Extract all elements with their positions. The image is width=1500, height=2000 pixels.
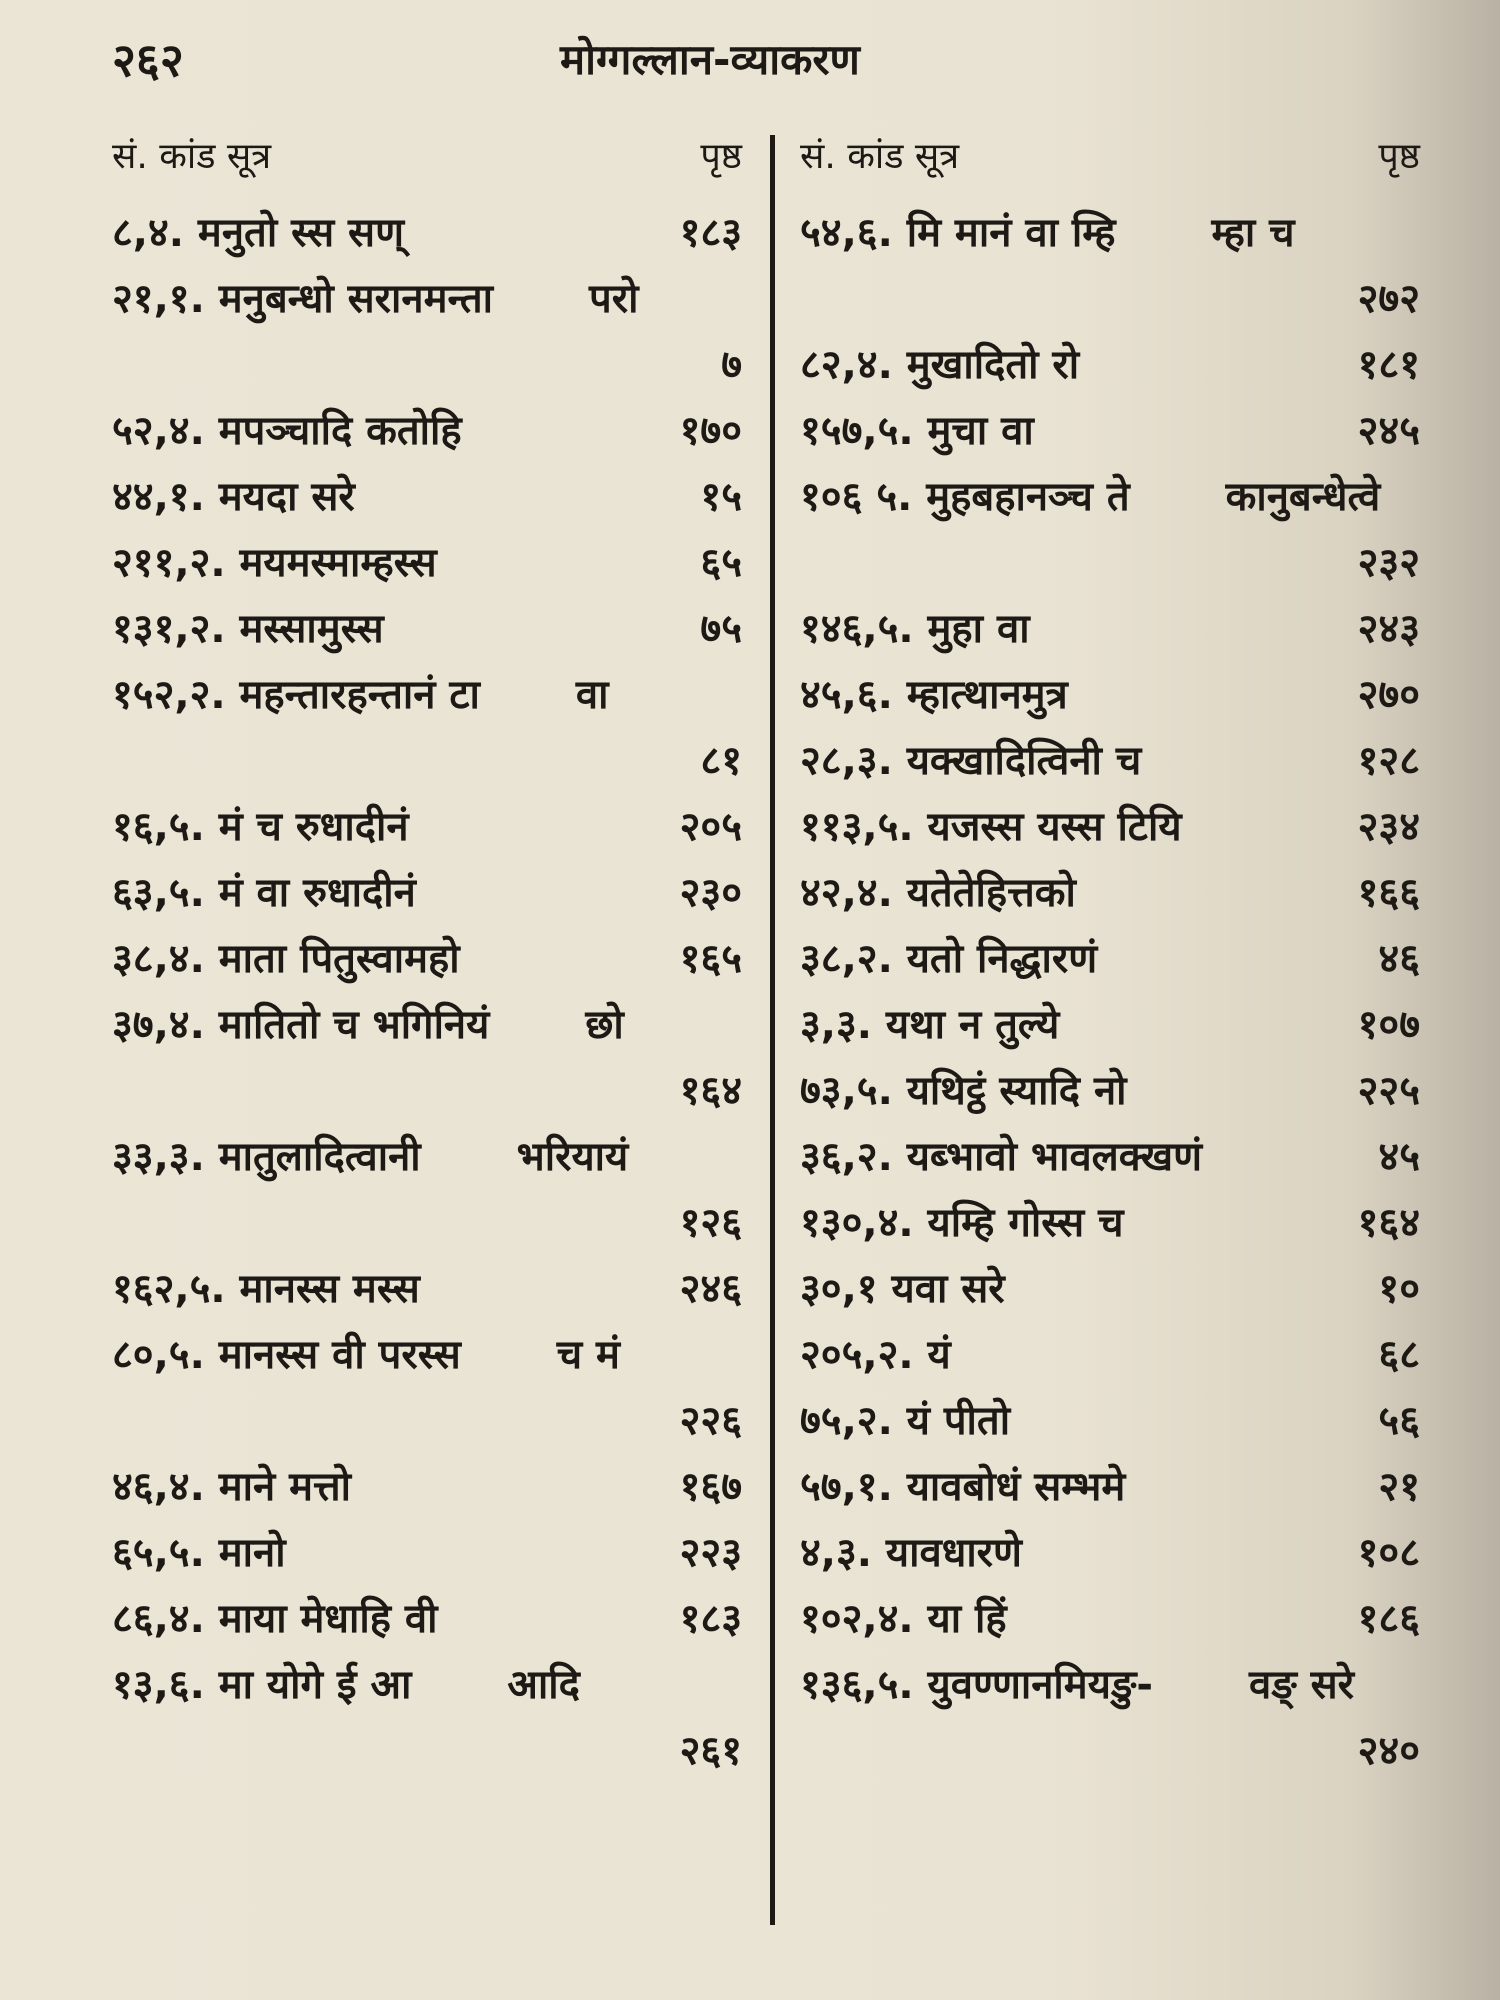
- page-reference: ७: [721, 342, 742, 388]
- column-header-label: सं. कांड सूत्र: [112, 136, 272, 177]
- index-entry: [800, 794, 1420, 860]
- page-reference: २२६: [679, 1398, 742, 1444]
- sutra-text: १५७,५. मुचा वा: [800, 408, 1034, 454]
- sutra-text: २०५,२. यं: [800, 1332, 951, 1378]
- page-reference: २२३: [679, 1530, 742, 1576]
- index-entry: [112, 1256, 742, 1322]
- page-reference: २७२: [1357, 276, 1420, 322]
- sutra-text: २१,१. मनुबन्धो सरानमन्ता: [112, 276, 494, 322]
- page-reference: १०७: [1357, 1002, 1420, 1048]
- sutra-text: १५२,२. महन्तारहन्तानं टा: [112, 672, 480, 718]
- index-entry: [800, 728, 1420, 794]
- index-entry: [800, 1652, 1420, 1784]
- page-reference: १७०: [679, 408, 742, 454]
- index-entry: [800, 1256, 1420, 1322]
- sutra-text: ५७,१. यावबोधं सम्भमे: [800, 1464, 1126, 1510]
- sutra-text-continued: छो: [585, 1002, 624, 1048]
- sutra-text: ५४,६. मि मानं वा म्हि: [800, 210, 1116, 256]
- sutra-text: ५२,४. मपञ्चादि कतोहि: [112, 408, 462, 454]
- index-column-right: [800, 130, 1420, 1784]
- sutra-text: ४२,४. यतेतेहित्तको: [800, 870, 1076, 916]
- page-reference: २६१: [679, 1728, 742, 1774]
- page-reference: १८१: [1357, 342, 1420, 388]
- index-entry: [800, 398, 1420, 464]
- page-reference: ४६: [1378, 936, 1420, 982]
- page-reference: १८६: [1357, 1596, 1420, 1642]
- page-reference: २४०: [1357, 1728, 1420, 1774]
- index-entry: [800, 1586, 1420, 1652]
- sutra-text: ३८,४. माता पितुस्वामहो: [112, 936, 460, 982]
- index-entry: [112, 398, 742, 464]
- index-entry: [112, 596, 742, 662]
- sutra-text: ४४,१. मयदा सरे: [112, 474, 355, 520]
- sutra-text: ८२,४. मुखादितो रो: [800, 342, 1080, 388]
- sutra-text: ४,३. यावधारणे: [800, 1530, 1022, 1576]
- sutra-text: ४५,६. म्हात्थानमुत्र: [800, 672, 1068, 718]
- page-reference: १०८: [1357, 1530, 1420, 1576]
- page-reference: १६६: [1357, 870, 1420, 916]
- sutra-text: १६,५. मं च रुधादीनं: [112, 804, 409, 850]
- sutra-text: १३१,२. मस्सामुस्स: [112, 606, 384, 652]
- page-reference: ७५: [700, 606, 742, 652]
- page-reference: १८३: [679, 1596, 742, 1642]
- index-entry: [800, 1454, 1420, 1520]
- page-reference: १२६: [679, 1200, 742, 1246]
- sutra-text: १०२,४. या हिं: [800, 1596, 1007, 1642]
- page-reference: ८१: [700, 738, 742, 784]
- sutra-text: ३७,४. मातितो च भगिनियं: [112, 1002, 490, 1048]
- index-entry: [112, 464, 742, 530]
- sutra-text: ३,३. यथा न तुल्ये: [800, 1002, 1060, 1048]
- page-reference: १६५: [679, 936, 742, 982]
- sutra-text: १३,६. मा योगे ई आ: [112, 1662, 412, 1708]
- index-entry: [112, 1652, 742, 1784]
- sutra-text-continued: परो: [589, 276, 639, 322]
- index-entry: [112, 1520, 742, 1586]
- index-entry: [112, 1322, 742, 1454]
- sutra-text: ३३,३. मातुलादित्वानी: [112, 1134, 421, 1180]
- page-reference: २०५: [679, 804, 742, 850]
- sutra-text: २८,३. यक्खादित्विनी च: [800, 738, 1142, 784]
- page-reference: २७०: [1357, 672, 1420, 718]
- index-entry: [800, 1190, 1420, 1256]
- index-entry: [112, 1454, 742, 1520]
- page-reference: ४५: [1378, 1134, 1420, 1180]
- index-entry: [112, 662, 742, 794]
- index-entry: [112, 860, 742, 926]
- index-entry: [112, 200, 742, 266]
- column-header-label: सं. कांड सूत्र: [800, 136, 960, 177]
- page-reference: ६५: [700, 540, 742, 586]
- index-entry: [800, 662, 1420, 728]
- page-reference: १५: [700, 474, 742, 520]
- index-entry: [800, 1322, 1420, 1388]
- page-reference: २४६: [679, 1266, 742, 1312]
- index-entry: [800, 596, 1420, 662]
- page-header: [0, 18, 1500, 98]
- sutra-text-continued: आदि: [507, 1662, 580, 1708]
- sutra-text-continued: कानुबन्धेत्वे: [1225, 474, 1381, 520]
- page-reference: ६८: [1378, 1332, 1420, 1378]
- column-header-page-label: पृष्ठ: [700, 136, 742, 177]
- index-entry: [112, 1586, 742, 1652]
- sutra-text: १०६ ५. मुहबहानञ्च ते: [800, 474, 1130, 520]
- page-reference: २१: [1378, 1464, 1420, 1510]
- sutra-text: ३८,२. यतो निद्धारणं: [800, 936, 1098, 982]
- sutra-text-continued: म्हा च: [1211, 210, 1295, 256]
- sutra-text: २११,२. मयमस्माम्हस्स: [112, 540, 437, 586]
- page-reference: १८३: [679, 210, 742, 256]
- index-entry: [112, 926, 742, 992]
- sutra-text: ६५,५. मानो: [112, 1530, 286, 1576]
- sutra-text: ११३,५. यजस्स यस्स टियि: [800, 804, 1182, 850]
- index-entry: [112, 794, 742, 860]
- sutra-text: १६२,५. मानस्स मस्स: [112, 1266, 420, 1312]
- index-entry: [112, 1124, 742, 1256]
- column-header: [112, 130, 742, 200]
- index-entry: [800, 926, 1420, 992]
- sutra-text-continued: भरियायं: [516, 1134, 629, 1180]
- column-divider: [770, 135, 775, 1925]
- column-header-page-label: पृष्ठ: [1378, 136, 1420, 177]
- page-reference: १६४: [1357, 1200, 1420, 1246]
- sutra-text: १४६,५. मुहा वा: [800, 606, 1030, 652]
- page-reference: २३४: [1357, 804, 1420, 850]
- sutra-text-continued: वङ् सरे: [1249, 1662, 1355, 1708]
- index-entry: [800, 1058, 1420, 1124]
- sutra-text: १३६,५. युवण्णानमियङु-: [800, 1662, 1153, 1708]
- running-title: मोग्गल्लान-व्याकरण: [560, 35, 860, 84]
- sutra-text: १३०,४. यम्हि गोस्स च: [800, 1200, 1124, 1246]
- page-reference: २४३: [1357, 606, 1420, 652]
- sutra-text: ३६,२. यब्भावो भावलक्खणं: [800, 1134, 1203, 1180]
- page-reference: १६४: [679, 1068, 742, 1114]
- index-list-right: [800, 200, 1420, 1784]
- page-reference: २२५: [1357, 1068, 1420, 1114]
- index-entry: [800, 200, 1420, 332]
- page-reference: २४५: [1357, 408, 1420, 454]
- index-list-left: [112, 200, 742, 1784]
- page-reference: १०: [1378, 1266, 1420, 1312]
- page-number: २६२: [112, 33, 184, 87]
- page-reference: ५६: [1378, 1398, 1420, 1444]
- index-entry: [800, 992, 1420, 1058]
- sutra-text: ७३,५. यथिट्ठं स्यादि नो: [800, 1068, 1127, 1114]
- column-header: [800, 130, 1420, 200]
- index-entry: [800, 1388, 1420, 1454]
- index-entry: [800, 1124, 1420, 1190]
- sutra-text: ४६,४. माने मत्तो: [112, 1464, 352, 1510]
- sutra-text: ८,४. मनुतो स्स सण्: [112, 210, 405, 256]
- index-entry: [800, 860, 1420, 926]
- page-reference: २३२: [1357, 540, 1420, 586]
- sutra-text: ६३,५. मं वा रुधादीनं: [112, 870, 416, 916]
- page-reference: १६७: [679, 1464, 742, 1510]
- index-entry: [112, 530, 742, 596]
- index-column-left: [112, 130, 742, 1784]
- sutra-text-continued: च मं: [556, 1332, 620, 1378]
- index-entry: [112, 992, 742, 1124]
- index-entry: [800, 464, 1420, 596]
- index-entry: [800, 332, 1420, 398]
- sutra-text: ७५,२. यं पीतो: [800, 1398, 1011, 1444]
- index-entry: [800, 1520, 1420, 1586]
- index-entry: [112, 266, 742, 398]
- sutra-text: ८०,५. मानस्स वी परस्स: [112, 1332, 461, 1378]
- page-reference: २३०: [679, 870, 742, 916]
- page-reference: १२८: [1357, 738, 1420, 784]
- sutra-text: ३०,१ यवा सरे: [800, 1266, 1005, 1312]
- sutra-text-continued: वा: [575, 672, 609, 718]
- sutra-text: ८६,४. माया मेधाहि वी: [112, 1596, 438, 1642]
